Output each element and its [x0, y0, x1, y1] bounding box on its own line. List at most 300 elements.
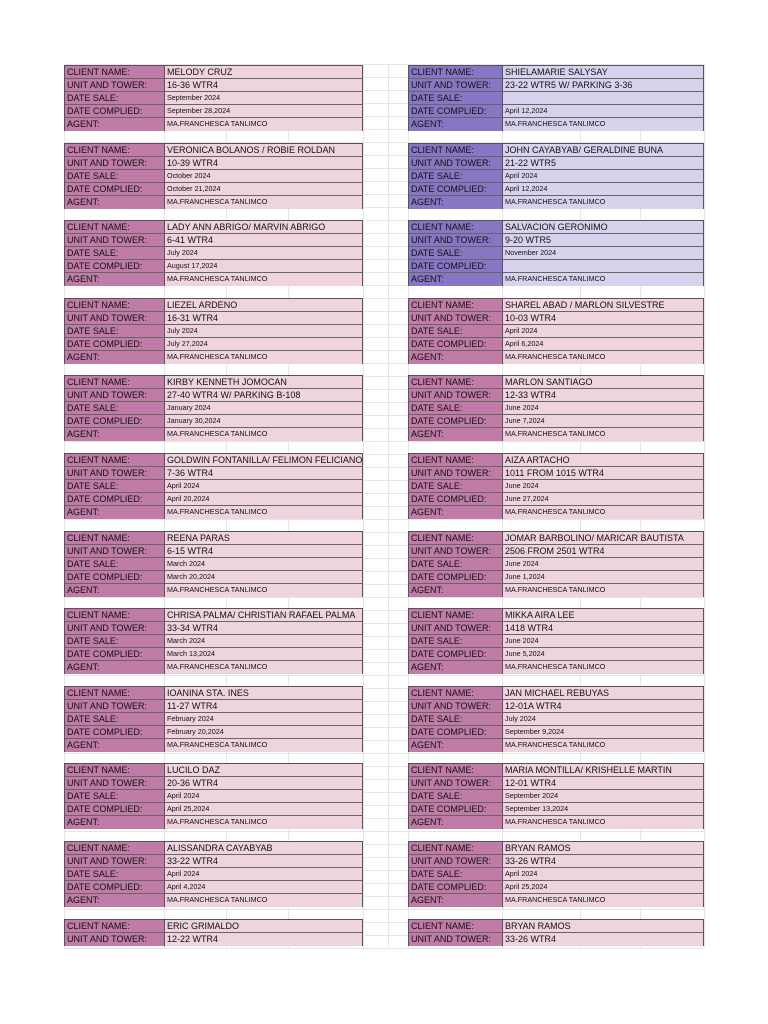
value-client[interactable]: IOANINA STA. INES: [165, 687, 362, 699]
label-agent: AGENT:: [409, 661, 503, 674]
record-row-complied: [409, 415, 703, 428]
value-unit[interactable]: 12-01 WTR4: [503, 777, 703, 789]
record-row-agent: [409, 584, 703, 597]
record-row-client: [409, 609, 703, 622]
value-client[interactable]: MARIA MONTILLA/ KRISHELLE MARTIN: [503, 764, 703, 776]
value-client[interactable]: REENA PARAS: [165, 532, 362, 544]
value-agent[interactable]: MA.FRANCHESCA TANLIMCO: [503, 584, 703, 597]
label-client: CLIENT NAME:: [65, 920, 165, 932]
label-complied: DATE COMPLIED:: [409, 648, 503, 660]
record-row-agent: [409, 894, 703, 907]
record-row-client: [409, 532, 703, 545]
record-row-unit: [65, 700, 362, 713]
record-row-unit: [65, 234, 362, 247]
value-client[interactable]: ERIC GRIMALDO: [165, 920, 362, 932]
record-row-unit: [409, 389, 703, 402]
value-complied[interactable]: February 20,2024: [165, 726, 362, 738]
value-agent[interactable]: MA.FRANCHESCA TANLIMCO: [503, 273, 703, 286]
value-agent[interactable]: MA.FRANCHESCA TANLIMCO: [165, 661, 362, 674]
value-agent[interactable]: MA.FRANCHESCA TANLIMCO: [503, 661, 703, 674]
label-agent: AGENT:: [65, 739, 165, 752]
value-client[interactable]: MIKKA AIRA LEE: [503, 609, 703, 621]
value-sale[interactable]: September 2024: [165, 92, 362, 104]
label-complied: DATE COMPLIED:: [409, 338, 503, 350]
value-unit[interactable]: 10-39 WTR4: [165, 157, 362, 169]
label-client: CLIENT NAME:: [409, 609, 503, 621]
value-sale[interactable]: April 2024: [165, 868, 362, 880]
value-sale[interactable]: June 2024: [503, 558, 703, 570]
record-row-complied: [65, 338, 362, 351]
record-row-client: [409, 764, 703, 777]
record-row-sale: [409, 635, 703, 648]
value-complied[interactable]: [503, 260, 703, 272]
record-row-agent: [409, 816, 703, 829]
value-agent[interactable]: MA.FRANCHESCA TANLIMCO: [165, 273, 362, 286]
record-row-complied: [65, 105, 362, 118]
label-unit: UNIT AND TOWER:: [409, 157, 503, 169]
label-agent: AGENT:: [409, 118, 503, 131]
value-complied[interactable]: April 6,2024: [503, 338, 703, 350]
value-complied[interactable]: April 25,2024: [165, 803, 362, 815]
record-row-client: [65, 609, 362, 622]
label-complied: DATE COMPLIED:: [65, 105, 165, 117]
value-sale[interactable]: September 2024: [503, 790, 703, 802]
label-agent: AGENT:: [65, 118, 165, 131]
record-row-complied: [65, 183, 362, 196]
left-record-card: [64, 143, 363, 209]
value-unit[interactable]: 9-20 WTR5: [503, 234, 703, 246]
value-agent[interactable]: MA.FRANCHESCA TANLIMCO: [503, 739, 703, 752]
label-agent: AGENT:: [409, 506, 503, 519]
label-client: CLIENT NAME:: [409, 376, 503, 388]
label-unit: UNIT AND TOWER:: [65, 545, 165, 557]
label-complied: DATE COMPLIED:: [65, 648, 165, 660]
value-client[interactable]: GOLDWIN FONTANILLA/ FELIMON FELICIANO: [167, 455, 362, 465]
record-row-client: [409, 920, 703, 933]
record-row-complied: [65, 415, 362, 428]
label-agent: AGENT:: [65, 584, 165, 597]
record-row-agent: [65, 739, 362, 752]
value-complied[interactable]: March 13,2024: [165, 648, 362, 660]
value-unit[interactable]: 1418 WTR4: [503, 622, 703, 634]
label-complied: DATE COMPLIED:: [409, 726, 503, 738]
value-unit[interactable]: 2506 FROM 2501 WTR4: [503, 545, 703, 557]
value-unit[interactable]: 27-40 WTR4 W/ PARKING B-108: [165, 389, 362, 401]
label-client: CLIENT NAME:: [409, 532, 503, 544]
record-row-client: [65, 920, 362, 933]
label-client: CLIENT NAME:: [65, 299, 165, 311]
label-client: CLIENT NAME:: [65, 532, 165, 544]
right-record-card: [408, 763, 704, 829]
value-complied[interactable]: April 12,2024: [503, 183, 703, 195]
value-sale[interactable]: April 2024: [165, 480, 362, 492]
left-record-card: [64, 763, 363, 829]
label-complied: DATE COMPLIED:: [409, 260, 503, 272]
value-agent[interactable]: MA.FRANCHESCA TANLIMCO: [165, 351, 362, 364]
value-sale[interactable]: July 2024: [165, 325, 362, 337]
value-unit[interactable]: 21-22 WTR5: [503, 157, 703, 169]
value-complied[interactable]: July 27,2024: [165, 338, 362, 350]
value-agent[interactable]: MA.FRANCHESCA TANLIMCO: [165, 816, 362, 829]
record-row-unit: [409, 622, 703, 635]
right-record-card: [408, 531, 704, 597]
left-record-card: [64, 453, 363, 519]
label-client: CLIENT NAME:: [65, 66, 165, 78]
value-client[interactable]: CHRISA PALMA/ CHRISTIAN RAFAEL PALMA: [165, 609, 362, 621]
value-sale[interactable]: June 2024: [503, 402, 703, 414]
left-record-card: [64, 531, 363, 597]
label-agent: AGENT:: [65, 273, 165, 286]
label-sale: DATE SALE:: [409, 170, 503, 182]
record-row-complied: [409, 726, 703, 739]
value-client[interactable]: LIEZEL ARDENO: [165, 299, 362, 311]
value-unit[interactable]: 6-15 WTR4: [165, 545, 362, 557]
gridline-horizontal: [64, 909, 704, 910]
label-client: CLIENT NAME:: [409, 687, 503, 699]
left-record-card: [64, 220, 363, 286]
value-complied[interactable]: January 30,2024: [165, 415, 362, 427]
value-client[interactable]: SALVACION GERONIMO: [503, 221, 703, 233]
label-client: CLIENT NAME:: [409, 144, 503, 156]
gridline-vertical: [704, 64, 705, 948]
label-unit: UNIT AND TOWER:: [409, 79, 503, 91]
record-row-agent: [65, 894, 362, 907]
record-row-complied: [65, 493, 362, 506]
record-row-sale: [65, 558, 362, 571]
label-agent: AGENT:: [409, 816, 503, 829]
value-unit[interactable]: 33-26 WTR4: [503, 855, 703, 867]
value-unit[interactable]: 20-36 WTR4: [165, 777, 362, 789]
value-complied[interactable]: September 28,2024: [165, 105, 362, 117]
record-row-unit: [409, 777, 703, 790]
label-agent: AGENT:: [409, 894, 503, 907]
label-sale: DATE SALE:: [65, 790, 165, 802]
label-sale: DATE SALE:: [409, 480, 503, 492]
value-client[interactable]: VERONICA BOLANOS / ROBIE ROLDAN: [165, 144, 362, 156]
value-sale[interactable]: April 2024: [503, 170, 703, 182]
label-complied: DATE COMPLIED:: [65, 803, 165, 815]
right-record-card: [408, 65, 704, 131]
label-sale: DATE SALE:: [409, 635, 503, 647]
label-sale: DATE SALE:: [65, 713, 165, 725]
record-row-sale: [65, 790, 362, 803]
value-unit[interactable]: 1011 FROM 1015 WTR4: [503, 467, 703, 479]
value-complied[interactable]: April 12,2024: [503, 105, 703, 117]
value-sale[interactable]: [503, 92, 703, 104]
label-unit: UNIT AND TOWER:: [409, 855, 503, 867]
value-complied[interactable]: April 25,2024: [503, 881, 703, 893]
label-agent: AGENT:: [65, 816, 165, 829]
value-agent[interactable]: MA.FRANCHESCA TANLIMCO: [165, 584, 362, 597]
label-complied: DATE COMPLIED:: [65, 726, 165, 738]
right-record-card: [408, 143, 704, 209]
value-unit[interactable]: 33-26 WTR4: [503, 933, 703, 946]
value-unit[interactable]: 33-22 WTR4: [165, 855, 362, 867]
value-unit[interactable]: 16-36 WTR4: [165, 79, 362, 91]
label-sale: DATE SALE:: [65, 92, 165, 104]
value-unit[interactable]: 12-01A WTR4: [503, 700, 703, 712]
value-client[interactable]: ALISSANDRA CAYABYAB: [165, 842, 362, 854]
value-sale[interactable]: April 2024: [503, 868, 703, 880]
label-agent: AGENT:: [409, 273, 503, 286]
left-record-card: [64, 919, 363, 946]
value-sale[interactable]: November 2024: [503, 247, 703, 259]
value-unit[interactable]: 23-22 WTR5 W/ PARKING 3-36: [503, 79, 703, 91]
record-row-sale: [409, 790, 703, 803]
value-complied[interactable]: March 20,2024: [165, 571, 362, 583]
left-record-card: [64, 65, 363, 131]
label-client: CLIENT NAME:: [65, 842, 165, 854]
gridline-vertical: [363, 64, 364, 948]
record-row-unit: [409, 79, 703, 92]
label-unit: UNIT AND TOWER:: [65, 622, 165, 634]
record-row-client: [409, 144, 703, 157]
label-unit: UNIT AND TOWER:: [409, 777, 503, 789]
label-unit: UNIT AND TOWER:: [409, 700, 503, 712]
label-complied: DATE COMPLIED:: [65, 415, 165, 427]
label-unit: UNIT AND TOWER:: [65, 700, 165, 712]
value-agent[interactable]: MA.FRANCHESCA TANLIMCO: [503, 894, 703, 907]
record-row-sale: [65, 402, 362, 415]
value-client[interactable]: JOHN CAYABYAB/ GERALDINE BUNA: [503, 144, 703, 156]
value-complied[interactable]: April 20,2024: [165, 493, 362, 505]
value-client[interactable]: MARLON SANTIAGO: [503, 376, 703, 388]
value-client[interactable]: MELODY CRUZ: [165, 66, 362, 78]
value-agent[interactable]: MA.FRANCHESCA TANLIMCO: [165, 428, 362, 441]
record-row-agent: [409, 739, 703, 752]
record-row-unit: [65, 545, 362, 558]
record-row-unit: [409, 467, 703, 480]
value-agent[interactable]: MA.FRANCHESCA TANLIMCO: [165, 894, 362, 907]
label-complied: DATE COMPLIED:: [409, 571, 503, 583]
value-sale[interactable]: March 2024: [165, 558, 362, 570]
label-client: CLIENT NAME:: [409, 66, 503, 78]
record-row-client: [409, 299, 703, 312]
value-client[interactable]: LADY ANN ABRIGO/ MARVIN ABRIGO: [165, 221, 362, 233]
label-complied: DATE COMPLIED:: [409, 183, 503, 195]
label-unit: UNIT AND TOWER:: [409, 622, 503, 634]
value-complied[interactable]: August 17,2024: [165, 260, 362, 272]
value-sale[interactable]: June 2024: [503, 635, 703, 647]
value-agent[interactable]: MA.FRANCHESCA TANLIMCO: [503, 118, 703, 131]
value-unit[interactable]: 7-36 WTR4: [165, 467, 362, 479]
record-row-complied: [65, 260, 362, 273]
value-agent[interactable]: MA.FRANCHESCA TANLIMCO: [503, 506, 703, 519]
record-row-unit: [65, 79, 362, 92]
value-agent[interactable]: MA.FRANCHESCA TANLIMCO: [503, 351, 703, 364]
value-sale[interactable]: October 2024: [165, 170, 362, 182]
record-row-agent: [65, 506, 362, 519]
label-client: CLIENT NAME:: [65, 454, 165, 466]
record-row-complied: [409, 881, 703, 894]
record-row-complied: [65, 881, 362, 894]
value-unit[interactable]: 11-27 WTR4: [165, 700, 362, 712]
value-client[interactable]: LUCILO DAZ: [165, 764, 362, 776]
value-unit[interactable]: 16-31 WTR4: [165, 312, 362, 324]
value-complied[interactable]: June 1,2024: [503, 571, 703, 583]
record-row-client: [65, 532, 362, 545]
value-unit[interactable]: 12-22 WTR4: [165, 933, 362, 946]
label-complied: DATE COMPLIED:: [409, 105, 503, 117]
label-unit: UNIT AND TOWER:: [65, 234, 165, 246]
label-sale: DATE SALE:: [409, 92, 503, 104]
record-row-sale: [65, 713, 362, 726]
record-row-agent: [409, 196, 703, 209]
label-unit: UNIT AND TOWER:: [409, 234, 503, 246]
value-client[interactable]: JAN MICHAEL REBUYAS: [503, 687, 703, 699]
label-client: CLIENT NAME:: [409, 221, 503, 233]
right-record-card: [408, 298, 704, 364]
value-client[interactable]: SHIELAMARIE SALYSAY: [503, 66, 703, 78]
record-row-agent: [409, 351, 703, 364]
label-unit: UNIT AND TOWER:: [65, 855, 165, 867]
label-sale: DATE SALE:: [65, 635, 165, 647]
value-agent[interactable]: MA.FRANCHESCA TANLIMCO: [503, 428, 703, 441]
label-sale: DATE SALE:: [65, 480, 165, 492]
label-sale: DATE SALE:: [65, 170, 165, 182]
value-unit[interactable]: 6-41 WTR4: [165, 234, 362, 246]
record-row-agent: [65, 118, 362, 131]
record-row-client: [65, 842, 362, 855]
record-row-sale: [409, 868, 703, 881]
label-sale: DATE SALE:: [65, 402, 165, 414]
value-agent[interactable]: MA.FRANCHESCA TANLIMCO: [165, 196, 362, 209]
gridline-horizontal: [64, 519, 704, 520]
record-row-complied: [409, 260, 703, 273]
label-unit: UNIT AND TOWER:: [409, 545, 503, 557]
record-row-unit: [65, 467, 362, 480]
label-client: CLIENT NAME:: [409, 842, 503, 854]
value-unit[interactable]: 12-33 WTR4: [503, 389, 703, 401]
record-row-unit: [409, 312, 703, 325]
label-complied: DATE COMPLIED:: [65, 260, 165, 272]
gridline-horizontal: [64, 948, 704, 949]
label-client: CLIENT NAME:: [409, 454, 503, 466]
value-sale[interactable]: April 2024: [165, 790, 362, 802]
label-agent: AGENT:: [65, 661, 165, 674]
label-client: CLIENT NAME:: [65, 221, 165, 233]
value-sale[interactable]: February 2024: [165, 713, 362, 725]
left-record-card: [64, 608, 363, 674]
record-row-agent: [409, 428, 703, 441]
record-row-unit: [65, 777, 362, 790]
record-row-sale: [409, 170, 703, 183]
record-row-sale: [65, 868, 362, 881]
record-row-unit: [65, 933, 362, 946]
label-complied: DATE COMPLIED:: [65, 183, 165, 195]
record-row-sale: [65, 170, 362, 183]
left-record-card: [64, 375, 363, 441]
record-row-sale: [65, 480, 362, 493]
record-row-agent: [65, 273, 362, 286]
record-row-complied: [409, 338, 703, 351]
record-row-complied: [65, 571, 362, 584]
record-row-agent: [65, 196, 362, 209]
value-complied[interactable]: June 7,2024: [503, 415, 703, 427]
value-sale[interactable]: June 2024: [503, 480, 703, 492]
label-unit: UNIT AND TOWER:: [409, 312, 503, 324]
label-client: CLIENT NAME:: [409, 764, 503, 776]
label-sale: DATE SALE:: [409, 713, 503, 725]
label-agent: AGENT:: [409, 351, 503, 364]
record-row-complied: [409, 648, 703, 661]
value-unit[interactable]: 10-03 WTR4: [503, 312, 703, 324]
value-complied[interactable]: September 9,2024: [503, 726, 703, 738]
label-agent: AGENT:: [409, 584, 503, 597]
value-complied[interactable]: April 4,2024: [165, 881, 362, 893]
value-client[interactable]: BRYAN RAMOS: [503, 842, 703, 854]
label-complied: DATE COMPLIED:: [409, 803, 503, 815]
label-client: CLIENT NAME:: [65, 764, 165, 776]
record-row-unit: [409, 234, 703, 247]
record-row-client: [65, 764, 362, 777]
record-row-unit: [409, 933, 703, 946]
value-agent[interactable]: MA.FRANCHESCA TANLIMCO: [165, 506, 362, 519]
right-record-card: [408, 220, 704, 286]
value-complied[interactable]: June 5,2024: [503, 648, 703, 660]
value-sale[interactable]: January 2024: [165, 402, 362, 414]
record-row-complied: [409, 183, 703, 196]
record-row-unit: [409, 545, 703, 558]
value-agent[interactable]: MA.FRANCHESCA TANLIMCO: [503, 196, 703, 209]
record-row-client: [409, 376, 703, 389]
label-sale: DATE SALE:: [65, 558, 165, 570]
record-row-unit: [409, 157, 703, 170]
record-row-client: [409, 454, 703, 467]
record-row-complied: [65, 648, 362, 661]
value-agent[interactable]: MA.FRANCHESCA TANLIMCO: [165, 739, 362, 752]
label-sale: DATE SALE:: [65, 325, 165, 337]
record-row-agent: [65, 584, 362, 597]
record-row-client: [409, 221, 703, 234]
left-record-card: [64, 298, 363, 364]
record-row-complied: [65, 726, 362, 739]
value-client[interactable]: AIZA ARTACHO: [503, 454, 703, 466]
record-row-client: [65, 687, 362, 700]
value-sale[interactable]: July 2024: [165, 247, 362, 259]
value-complied[interactable]: September 13,2024: [503, 803, 703, 815]
value-complied[interactable]: October 21,2024: [165, 183, 362, 195]
label-sale: DATE SALE:: [409, 790, 503, 802]
value-sale[interactable]: April 2024: [503, 325, 703, 337]
record-row-complied: [409, 105, 703, 118]
value-sale[interactable]: July 2024: [503, 713, 703, 725]
right-record-card: [408, 841, 704, 907]
record-row-sale: [409, 713, 703, 726]
record-row-sale: [65, 325, 362, 338]
label-client: CLIENT NAME:: [65, 687, 165, 699]
record-row-unit: [65, 157, 362, 170]
label-sale: DATE SALE:: [409, 402, 503, 414]
record-row-client: [65, 454, 362, 467]
value-unit[interactable]: 33-34 WTR4: [165, 622, 362, 634]
label-sale: DATE SALE:: [409, 325, 503, 337]
value-complied[interactable]: June 27,2024: [503, 493, 703, 505]
value-client[interactable]: BRYAN RAMOS: [503, 920, 703, 932]
gridline-vertical: [388, 64, 389, 948]
value-agent[interactable]: MA.FRANCHESCA TANLIMCO: [165, 118, 362, 131]
record-row-client: [65, 221, 362, 234]
value-agent[interactable]: MA.FRANCHESCA TANLIMCO: [503, 816, 703, 829]
record-row-client: [409, 687, 703, 700]
value-sale[interactable]: March 2024: [165, 635, 362, 647]
value-client[interactable]: JOMAR BARBOLINO/ MARICAR BAUTISTA: [503, 532, 703, 544]
value-client[interactable]: SHAREL ABAD / MARLON SILVESTRE: [503, 299, 703, 311]
right-record-card: [408, 919, 704, 946]
value-client[interactable]: KIRBY KENNETH JOMOCAN: [165, 376, 362, 388]
record-row-complied: [409, 803, 703, 816]
record-row-sale: [409, 247, 703, 260]
